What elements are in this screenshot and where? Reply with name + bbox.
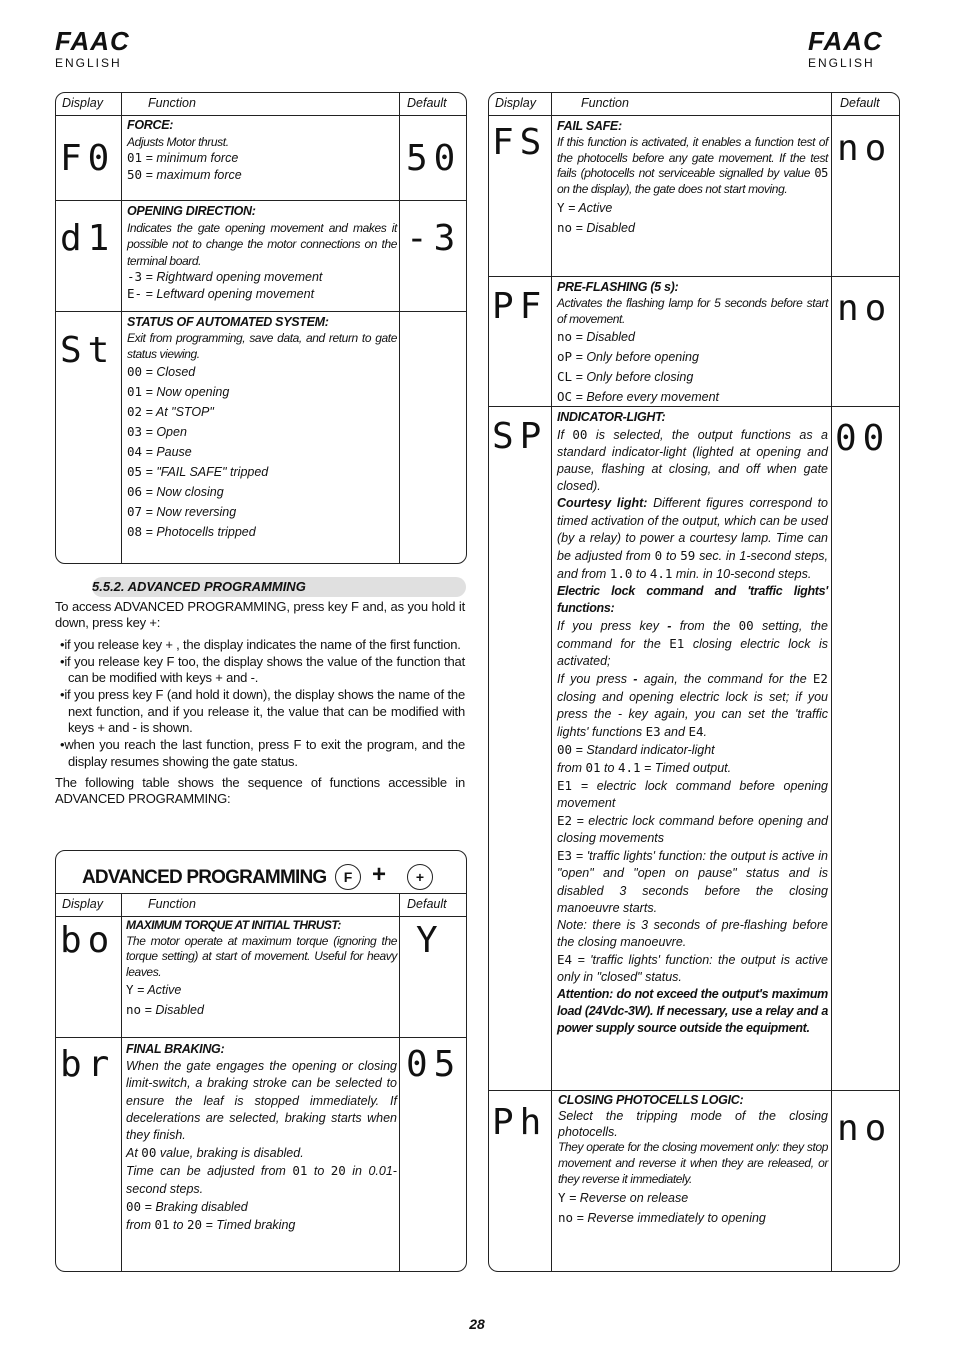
list-item: 06 = Now closing: [127, 484, 224, 499]
col-default: Default: [407, 96, 447, 110]
function-title: FORCE:: [127, 118, 174, 132]
col-display: Display: [62, 897, 103, 911]
col-function: Function: [148, 96, 196, 110]
function-desc: Select the tripping mode of the closing photocells.: [558, 1108, 828, 1139]
section-heading: 5.5.2. ADVANCED PROGRAMMING: [92, 577, 466, 597]
plus-sign: +: [372, 861, 387, 888]
list-item: CL = Only before closing: [557, 369, 694, 384]
list-item: Y = Reverse on release: [558, 1189, 689, 1205]
bullet-item: •when you reach the last function, press F to exit the program, and the display resumes showing the gate status.: [60, 737, 465, 769]
faac-logo: FAAC: [808, 26, 883, 56]
default-value: no: [837, 288, 893, 329]
col-function: Function: [581, 96, 629, 110]
text-line: from 01 to 4.1 = Timed output.: [557, 759, 732, 775]
function-cell: [557, 409, 828, 1037]
col-default: Default: [407, 897, 447, 911]
display-code: d1: [60, 218, 116, 259]
list-item: OC = Before every movement: [557, 389, 720, 404]
default-value: -3: [406, 218, 462, 259]
display-code: FS: [492, 122, 548, 163]
text-line: from 01 to 20 = Timed braking: [126, 1217, 296, 1233]
function-cell: [558, 1093, 828, 1228]
bullet-item: •if you release key F too, the display shows the value of the function that can be modified with keys + and -.: [60, 653, 465, 686]
display-code: St: [60, 330, 116, 371]
function-cell: [126, 917, 397, 1020]
advanced-function-table-cont: [488, 92, 900, 1272]
default-value: no: [837, 1108, 893, 1149]
function-desc: Activates the flashing lamp for 5 seconds before start of movement.: [557, 296, 828, 326]
list-item: 01 = Now opening: [127, 384, 230, 399]
key-plus-icon: +: [407, 864, 433, 890]
list-item: 00 = Braking disabled: [126, 1198, 248, 1214]
adv-table-title: ADVANCED PROGRAMMING: [82, 867, 327, 888]
bullet-item: •if you press key F (and hold it down), the display shows the name of the next function, and if you release it, the value that can be modified with keys + and - is shown.: [60, 687, 465, 736]
paragraph: If 00 is selected, the output functions as a standard indicator-light (lighted at opening and pause, flashing at closing, and off when gate closed).: [557, 427, 828, 494]
language-label: ENGLISH: [55, 56, 122, 70]
function-cell: [126, 1041, 397, 1234]
function-cell: [127, 314, 397, 542]
default-value: 50: [406, 138, 462, 179]
header-right: [808, 28, 883, 70]
list-item: E4 = 'traffic lights' function: the output is active only in "closed" status.: [557, 951, 828, 984]
text-line: At 00 value, braking is disabled.: [126, 1145, 304, 1161]
list-item: Y = Active: [557, 199, 613, 215]
list-item: Y = Active: [126, 982, 182, 997]
list-item: 50 = maximum force: [127, 166, 242, 182]
col-default: Default: [840, 96, 880, 110]
function-cell: [557, 279, 828, 407]
key-f-icon: F: [335, 864, 361, 890]
display-code: bo: [60, 920, 116, 961]
list-item: no = Disabled: [557, 329, 635, 344]
language-label: ENGLISH: [808, 56, 875, 70]
list-item: E3 = 'traffic lights' function: the output is active in "open" and "open on pause" status and is disabled 3 seconds before the closing manoeuvre starts.: [557, 848, 828, 915]
outro-paragraph: The following table shows the sequence of functions accessible in ADVANCED PROGRAMMING:: [55, 774, 465, 807]
function-desc: Indicates the gate opening movement and makes it possible not to change the motor connections on the terminal board.: [127, 220, 397, 268]
default-value: 00: [835, 418, 891, 459]
advanced-programming-table: [55, 850, 467, 1272]
list-item: no = Disabled: [557, 219, 635, 235]
list-item: E1 = electric lock command before opening movement: [557, 777, 828, 811]
default-value: Y: [416, 920, 444, 961]
faac-logo: FAAC: [55, 26, 130, 56]
col-display: Display: [62, 96, 103, 110]
function-desc: Exit from programming, save data, and return to gate status viewing.: [127, 331, 397, 361]
function-title: FAIL SAFE:: [557, 119, 622, 133]
list-item: no = Disabled: [126, 1002, 204, 1017]
function-title: STATUS OF AUTOMATED SYSTEM:: [127, 315, 329, 329]
paragraph: If you press - again, the command for the E2 closing and opening electric lock is set; if you press the - key again, you can set the 'traffic lights' functions E3 and E4.: [557, 671, 828, 739]
attention-note: Attention: do not exceed the output's maximum load (24Vdc-3W). If necessary, use a relay and a power supply source outside the equipment.: [557, 987, 828, 1036]
function-cell: [127, 117, 397, 183]
list-item: no = Reverse immediately to opening: [558, 1209, 766, 1225]
list-item: 07 = Now reversing: [127, 504, 237, 519]
display-code: PF: [492, 286, 548, 327]
function-desc: The motor operate at maximum torque (ignoring the torque setting) at start of movement. Useful for heavy leaves.: [126, 933, 397, 979]
display-code: br: [60, 1044, 116, 1085]
function-desc: Adjusts Motor thrust.: [127, 134, 229, 149]
function-title: OPENING DIRECTION:: [127, 204, 256, 218]
function-title: PRE-FLASHING (5 s):: [557, 280, 679, 294]
display-code: SP: [492, 416, 548, 457]
list-item: 02 = At "STOP": [127, 404, 214, 419]
list-item: 04 = Pause: [127, 444, 192, 459]
default-value: 05: [406, 1044, 462, 1085]
list-item: oP = Only before opening: [557, 349, 699, 364]
display-code: Ph: [492, 1102, 548, 1143]
list-item: 08 = Photocells tripped: [127, 524, 256, 539]
paragraph: If you press key - from the 00 setting, the command for the E1 closing electric lock is activated;: [557, 618, 828, 669]
page-number: 28: [469, 1316, 485, 1332]
intro-paragraph: To access ADVANCED PROGRAMMING, press key F and, as you hold it down, press key +:: [55, 599, 465, 631]
col-display: Display: [495, 96, 536, 110]
header-left: [55, 28, 130, 70]
function-cell: [557, 119, 828, 238]
section-body: [55, 599, 465, 808]
list-item: 00 = Standard indicator-light: [557, 741, 715, 757]
list-item: 03 = Open: [127, 424, 187, 439]
function-desc: When the gate engages the opening or closing limit-switch, a braking stroke can be selected to ensure the leaf is stopped immediately. If decelerations are selected, braking starts when they finish.: [126, 1059, 397, 1143]
function-desc: If this function is activated, it enables a function test of the photocells before any gate movement. If the test fails (photocells not serviceable signalled by value 05 on the display), the gate does not start moving.: [557, 134, 828, 197]
basic-function-table: [55, 92, 467, 564]
text-line: Time can be adjusted from 01 to 20 in 0.01-second steps.: [126, 1163, 397, 1196]
default-value: no: [837, 128, 893, 169]
function-title: CLOSING PHOTOCELLS LOGIC:: [558, 1093, 744, 1107]
function-title: FINAL BRAKING:: [126, 1042, 225, 1056]
paragraph-heading: Electric lock command and 'traffic lights' functions:: [557, 583, 828, 616]
list-item: 01 = minimum force: [127, 150, 239, 165]
table-header: [56, 893, 466, 917]
function-title: INDICATOR-LIGHT:: [557, 410, 666, 424]
display-code: F0: [60, 138, 116, 179]
table-header: [56, 93, 466, 116]
list-item: E- = Leftward opening movement: [127, 285, 315, 301]
bullet-item: •if you release key + , the display indicates the name of the first function.: [60, 636, 461, 652]
list-item: E2 = electric lock command before opening and closing movements: [557, 813, 828, 846]
col-function: Function: [148, 897, 196, 911]
function-title: MAXIMUM TORQUE AT INITIAL THRUST:: [126, 918, 341, 932]
function-cell: [127, 203, 397, 302]
paragraph: Courtesy light: Different figures correspond to timed activation of the output, which can be used (by a relay) to power a courtesy lamp. Time can be adjusted from 0 to 59 sec. in 1-second steps, and from 1.0 to 4.1 min. in 10-second steps.: [557, 496, 829, 581]
list-item: 05 = "FAIL SAFE" tripped: [127, 464, 269, 479]
function-desc: They operate for the closing movement only: they stop movement and reverse it when they are released, or they reverse it immediately.: [558, 1140, 828, 1186]
list-item: -3 = Rightward opening movement: [127, 269, 323, 284]
note: Note: there is 3 seconds of pre-flashing before the closing manoeuvre.: [557, 917, 828, 949]
list-item: 00 = Closed: [127, 364, 196, 379]
